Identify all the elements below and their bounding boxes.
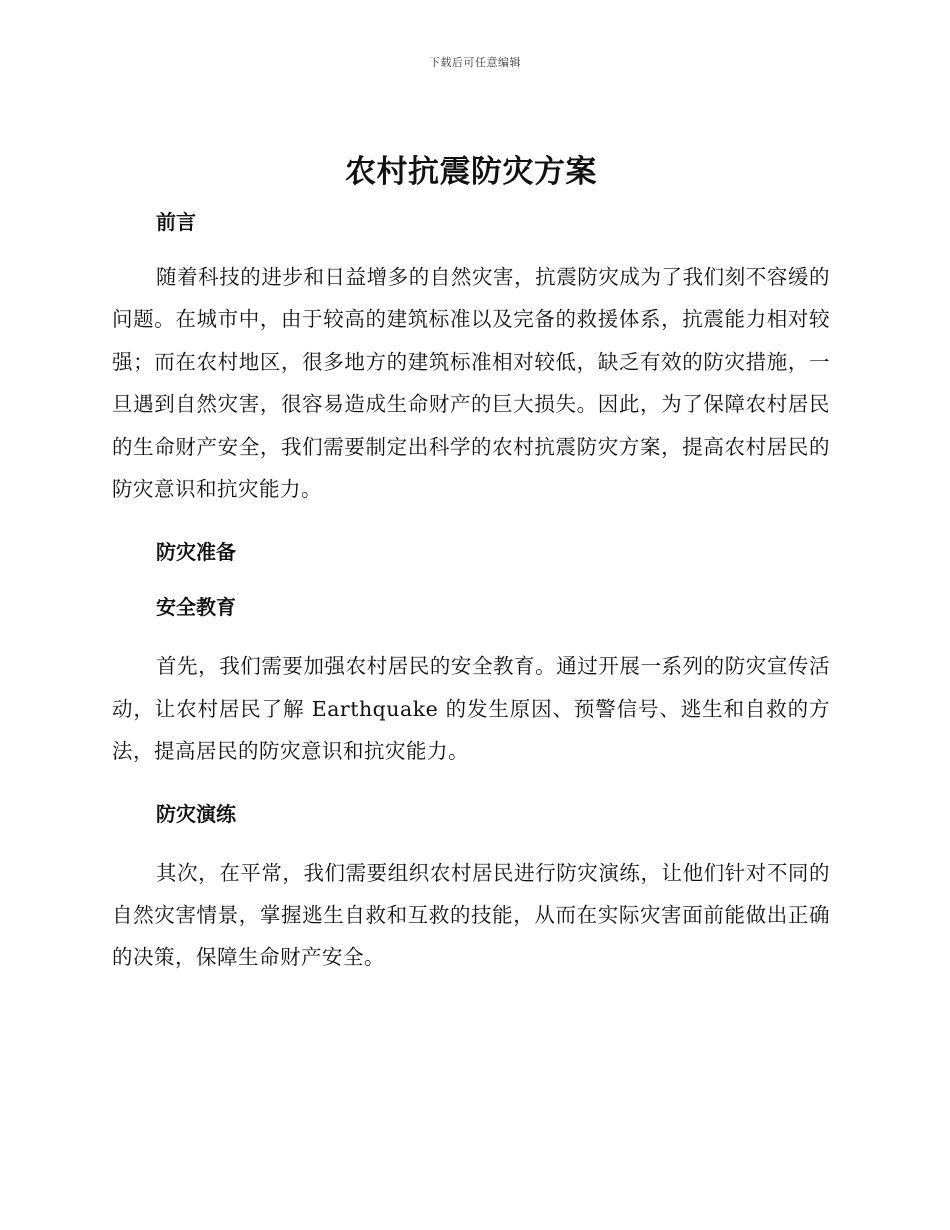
heading-safety-education: 安全教育: [156, 595, 236, 620]
paragraph-drill: 其次，在平常，我们需要组织农村居民进行防灾演练，让他们针对不同的自然灾害情景，掌握逃生自救和互救的技能，从而在实际灾害面前能做出正确的决策，保障生命财产安全。: [112, 860, 830, 970]
paragraph-preface: 随着科技的进步和日益增多的自然灾害，抗震防灾成为了我们刻不容缓的问题。在城市中，由于较高的建筑标准以及完备的救援体系，抗震能力相对较强；而在农村地区，很多地方的建筑标准相对较低，缺乏有效的防灾措施，一旦遇到自然灾害，很容易造成生命财产的巨大损失。因此，为了保障农村居民的生命财产安全，我们需要制定出科学的农村抗震防灾方案，提高农村居民的防灾意识和抗灾能力。: [112, 265, 830, 502]
heading-preparation: 防灾准备: [156, 540, 236, 565]
document-body: [112, 150, 830, 979]
header-note: 下载后可任意编辑: [429, 56, 521, 69]
document-title: 农村抗震防灾方案: [345, 154, 597, 190]
paragraph-safety-education: 首先，我们需要加强农村居民的安全教育。通过开展一系列的防灾宣传活动，让农村居民了解 Earthquake 的发生原因、预警信号、逃生和自救的方法，提高居民的防灾意识和抗灾能力。: [112, 654, 830, 764]
heading-preface: 前言: [156, 210, 196, 234]
heading-drill: 防灾演练: [156, 801, 236, 826]
